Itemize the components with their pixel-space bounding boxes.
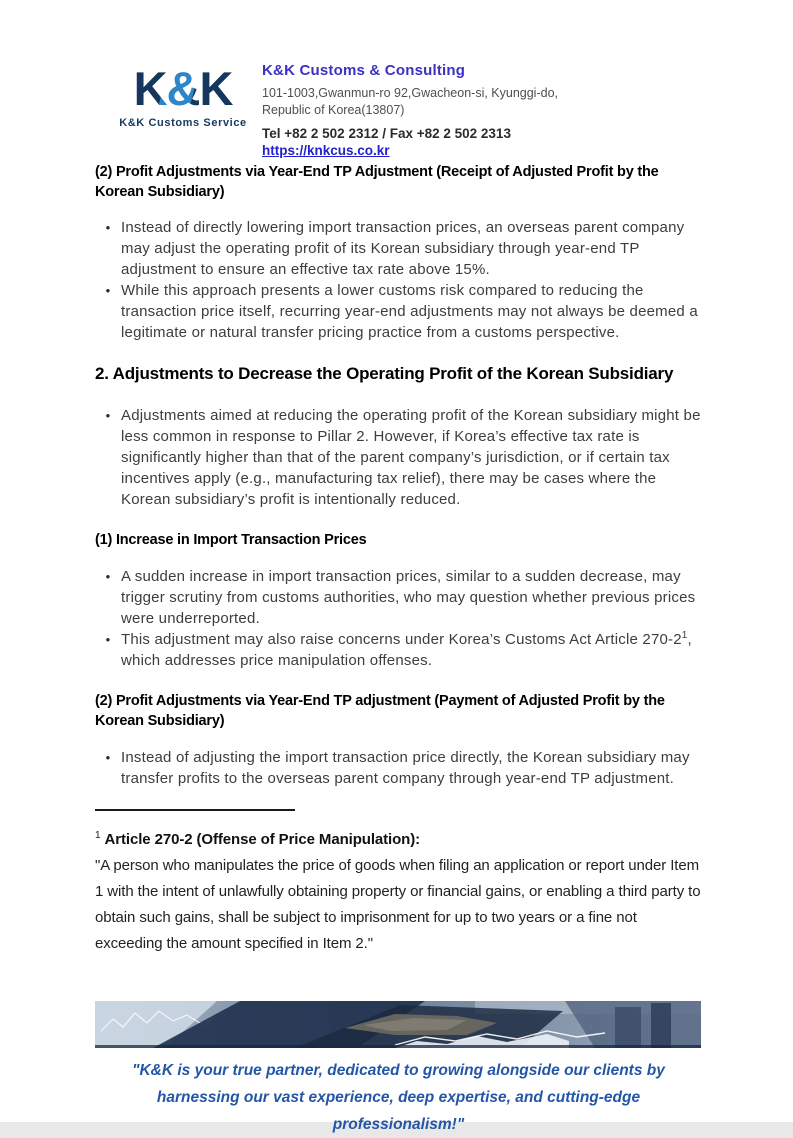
document-body (95, 162, 702, 957)
bullet-text: A sudden increase in import transaction prices, similar to a sudden decrease, may trigger scrutiny from customs authorities, who may question whether previous prices were underreported. (121, 568, 696, 627)
footnote-text: "A person who manipulates the price of goods when filing an application or report under Item 1 with the intent of unlawfully obtaining property or financial gains, or enabling a third party to obtain such gains, shall be subject to imprisonment for up to two years or a fine not exceeding the amount specified in Item 2." (95, 857, 701, 952)
bullet-icon: • (105, 408, 111, 423)
company-info (262, 62, 692, 160)
footnote-marker: 1 (95, 830, 101, 841)
company-logo (118, 64, 248, 129)
company-name: K&K Customs & Consulting (262, 62, 466, 79)
footer-tagline: "K&K is your true partner, dedicated to growing alongside our clients by harnessing our vast experience, deep expertise, and cutting-edge professionalism!" (132, 1062, 665, 1133)
bullet-text: Instead of directly lowering import transaction prices, an overseas parent company may adjust the operating profit of its Korean subsidiary through year-end TP adjustment to ensure an effective tax rate above 15%. (121, 219, 685, 278)
bullet-icon: • (105, 283, 111, 298)
logo-kk-text: K&K (118, 64, 248, 114)
bullet-list-increase (95, 566, 702, 671)
bullet-list-payment (95, 747, 702, 789)
heading-section-2: 2. Adjustments to Decrease the Operating Profit of the Korean Subsidiary (95, 364, 674, 383)
list-item (95, 405, 702, 510)
heading-receipt-adjustment: (2) Profit Adjustments via Year-End TP Adjustment (Receipt of Adjusted Profit by the Korean Subsidiary) (95, 164, 659, 200)
heading-payment-adjustment: (2) Profit Adjustments via Year-End TP adjustment (Payment of Adjusted Profit by the Korean Subsidiary) (95, 693, 665, 729)
bullet-list-receipt (95, 217, 702, 343)
bullet-text-pre: This adjustment may also raise concerns under Korea’s Customs Act Article 270-2 (121, 631, 682, 648)
address-line-2: Republic of Korea(13807) (262, 103, 405, 117)
footnote (95, 823, 702, 957)
list-item (95, 280, 702, 343)
address-line-1: 101-1003,Gwanmun-ro 92,Gwacheon-si, Kyunggi-do, (262, 86, 559, 100)
website-link[interactable]: https://knkcus.co.kr (262, 143, 390, 158)
contact-line: Tel +82 2 502 2312 / Fax +82 2 502 2313 (262, 126, 511, 141)
list-item (95, 566, 702, 629)
bullet-text-post: , which addresses price manipulation offenses. (121, 631, 692, 669)
bullet-text: Adjustments aimed at reducing the operating profit of the Korean subsidiary might be less common in response to Pillar 2. However, if Korea’s effective tax rate is significantly higher than that of the parent company’s jurisdiction, or if certain tax incentives apply (e.g., manufacturing tax relief), there may be cases where the Korean subsidiary’s profit is intentionally reduced. (121, 407, 701, 508)
footnote-separator (95, 809, 295, 811)
footer-banner-image (95, 1001, 701, 1048)
list-item (95, 217, 702, 280)
list-item (95, 629, 702, 671)
bullet-icon: • (105, 750, 111, 765)
bullet-icon: • (105, 632, 111, 647)
bullet-list-section2 (95, 405, 702, 510)
bullet-icon: • (105, 569, 111, 584)
bullet-text: Instead of adjusting the import transaction price directly, the Korean subsidiary may transfer profits to the overseas parent company through year-end TP adjustment. (121, 749, 690, 787)
bullet-icon: • (105, 220, 111, 235)
company-address (262, 85, 692, 119)
bullet-text (121, 629, 702, 671)
logo-subtitle: K&K Customs Service (119, 117, 247, 129)
bullet-text: While this approach presents a lower customs risk compared to reducing the transaction price itself, recurring year-end adjustments may not always be deemed a legitimate or natural transfer pricing practice from a customs perspective. (121, 282, 698, 341)
heading-increase-prices: (1) Increase in Import Transaction Prices (95, 532, 367, 548)
list-item (95, 747, 702, 789)
footnote-reference: 1 (681, 630, 688, 641)
footnote-title: Article 270-2 (Offense of Price Manipulation): (104, 831, 421, 848)
